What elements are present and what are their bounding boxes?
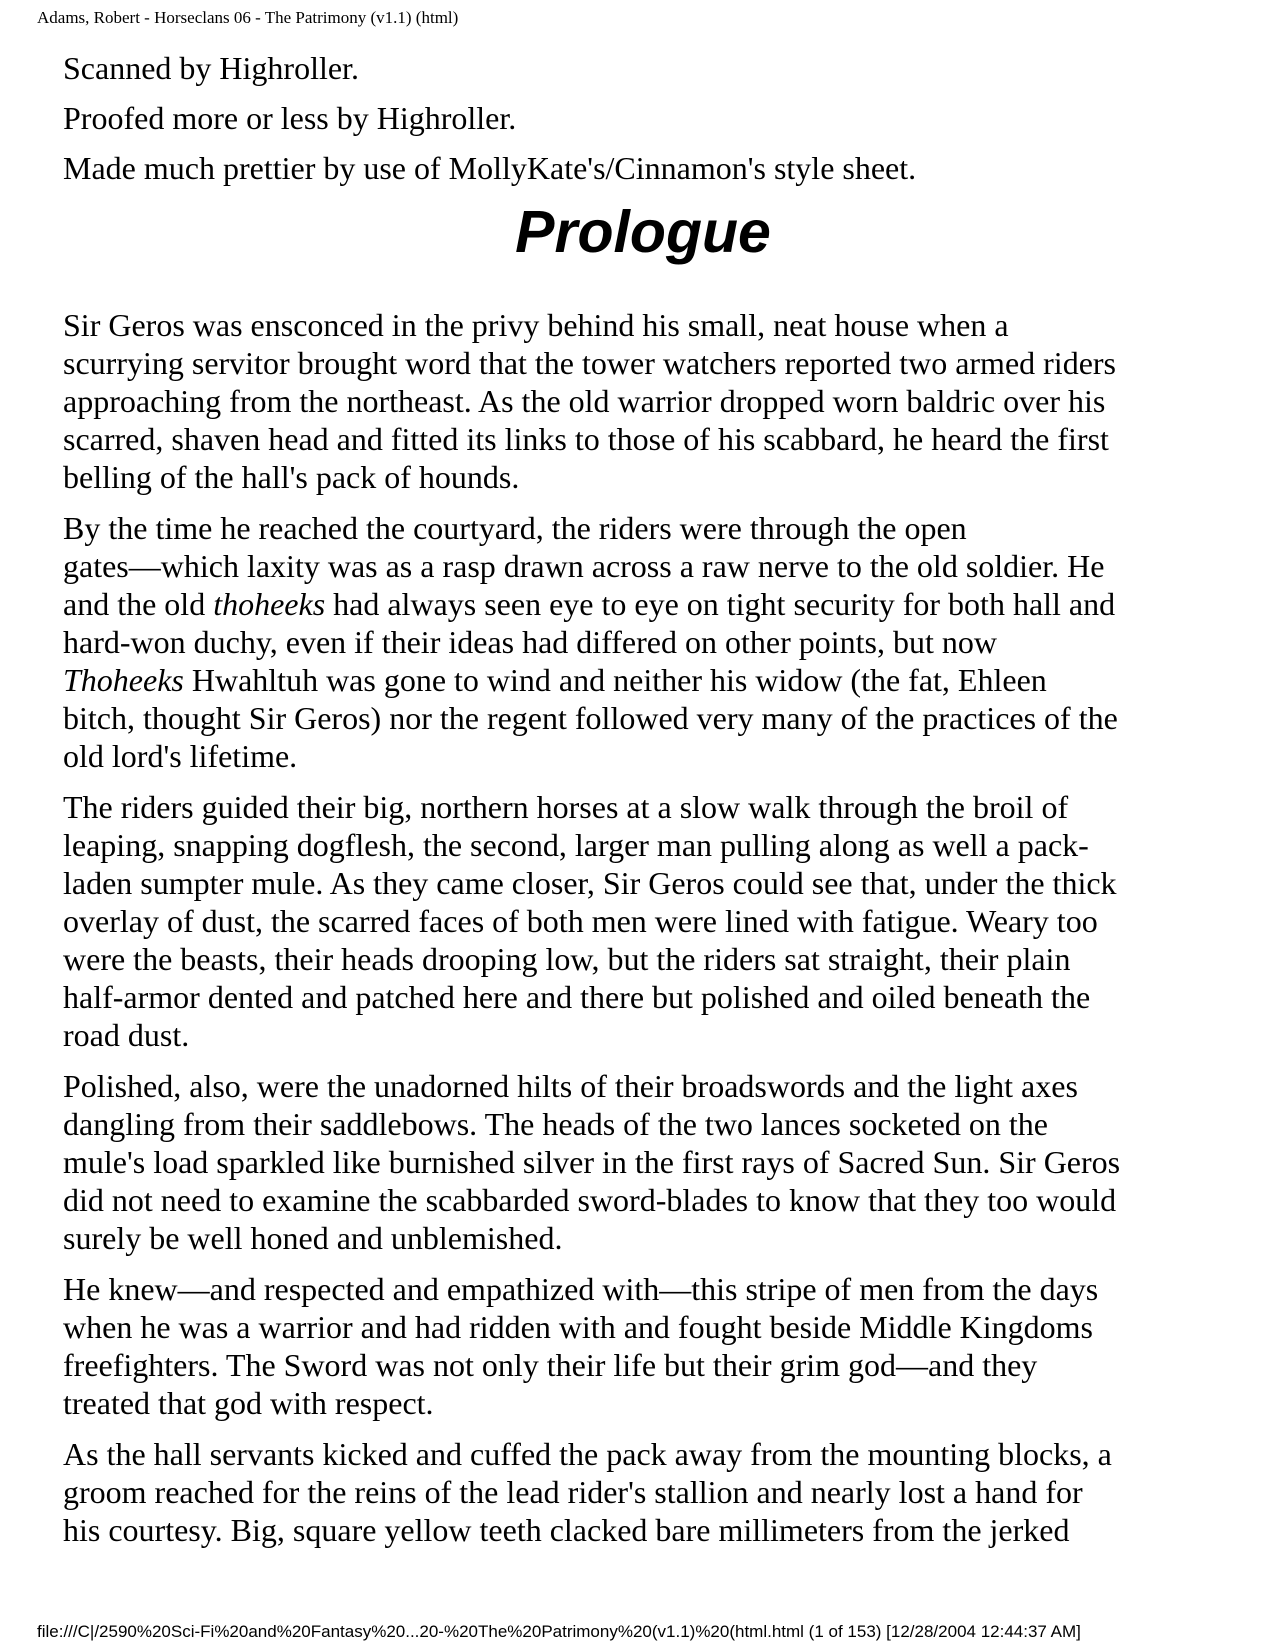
text-run: treated that god with respect. [63,1385,434,1421]
text-run: gates—which laxity was as a rasp drawn across a raw nerve to the old soldier. He [63,548,1105,584]
text-run: By the time he reached the courtyard, the riders were through the open [63,510,967,546]
text-line [63,1308,1223,1346]
text-line [63,344,1223,382]
text-line [63,699,1223,737]
text-line [63,902,1223,940]
text-run: scarred, shaven head and fitted its links to those of his scabbard, he heard the first [63,421,1109,457]
credit-line-scanned: Scanned by Highroller. [63,50,359,86]
text-run: old lord's lifetime. [63,738,298,774]
text-line [63,1473,1223,1511]
text-run: Polished, also, were the unadorned hilts of their broadswords and the light axes [63,1068,1078,1104]
text-run: hard-won duchy, even if their ideas had differed on other points, but now [63,624,997,660]
text-line [63,826,1223,864]
text-run: leaping, snapping dogflesh, the second, larger man pulling along as well a pack- [63,827,1089,863]
text-run: belling of the hall's pack of hounds. [63,459,520,495]
italic-term: thoheeks [213,586,326,622]
text-run: dangling from their saddlebows. The heads of the two lances socketed on the [63,1106,1048,1142]
text-line [63,1143,1223,1181]
text-run: Hwahltuh was gone to wind and neither his widow (the fat, Ehleen [183,662,1047,698]
text-line [63,661,1223,699]
page-header: Adams, Robert - Horseclans 06 - The Patrimony (v1.1) (html) [37,8,459,27]
text-line [63,1181,1223,1219]
text-line [63,788,1223,826]
text-run: were the beasts, their heads drooping low, but the riders sat straight, their plain [63,941,1071,977]
document-body [63,49,1223,1562]
text-line [63,420,1223,458]
text-run: The riders guided their big, northern horses at a slow walk through the broil of [63,789,1069,825]
text-run: surely be well honed and unblemished. [63,1220,563,1256]
page-footer: file:///C|/2590%20Sci-Fi%20and%20Fantasy%20...20-%20The%20Patrimony%20(v1.1)%20(html.html (1 of 153) [12/28/2004 12:44:37 AM] [37,1622,1081,1641]
text-line [63,509,1223,547]
text-run: scurrying servitor brought word that the tower watchers reported two armed riders [63,345,1116,381]
text-line [63,1219,1223,1257]
text-line [63,382,1223,420]
text-run: when he was a warrior and had ridden with and fought beside Middle Kingdoms [63,1309,1093,1345]
chapter-title: Prologue [515,199,771,265]
text-line [63,864,1223,902]
text-line [63,1270,1223,1308]
text-run: Sir Geros was ensconced in the privy behind his small, neat house when a [63,307,1009,343]
text-run: As the hall servants kicked and cuffed the pack away from the mounting blocks, a [63,1436,1112,1472]
credit-line-proofed: Proofed more or less by Highroller. [63,100,517,136]
text-run: bitch, thought Sir Geros) nor the regent followed very many of the practices of the [63,700,1118,736]
text-line [63,1105,1223,1143]
text-line [63,1067,1223,1105]
text-line [63,940,1223,978]
text-run: groom reached for the reins of the lead rider's stallion and nearly lost a hand for [63,1474,1083,1510]
text-run: freefighters. The Sword was not only their life but their grim god—and they [63,1347,1038,1383]
text-line [63,1384,1223,1422]
body-paragraph [63,1435,1223,1549]
text-run: half-armor dented and patched here and there but polished and oiled beneath the [63,979,1091,1015]
text-run: He knew—and respected and empathized with—this stripe of men from the days [63,1271,1099,1307]
body-paragraph [63,1067,1223,1257]
prologue-text [63,306,1223,1549]
text-line [63,585,1223,623]
text-line [63,737,1223,775]
text-run: did not need to examine the scabbarded sword-blades to know that they too would [63,1182,1117,1218]
text-line [63,458,1223,496]
body-paragraph [63,788,1223,1054]
text-line [63,978,1223,1016]
text-run: road dust. [63,1017,190,1053]
text-run: approaching from the northeast. As the old warrior dropped worn baldric over his [63,383,1106,419]
body-paragraph [63,1270,1223,1422]
text-line [63,1016,1223,1054]
credit-line-style: Made much prettier by use of MollyKate's/Cinnamon's style sheet. [63,150,917,186]
body-paragraph [63,306,1223,496]
text-line [63,1511,1223,1549]
text-run: mule's load sparkled like burnished silver in the first rays of Sacred Sun. Sir Geros [63,1144,1121,1180]
text-line [63,547,1223,585]
text-run: overlay of dust, the scarred faces of both men were lined with fatigue. Weary too [63,903,1098,939]
text-run: his courtesy. Big, square yellow teeth clacked bare millimeters from the jerked [63,1512,1070,1548]
text-run: had always seen eye to eye on tight security for both hall and [325,586,1116,622]
text-line [63,306,1223,344]
text-run: and the old [63,586,214,622]
text-line [63,623,1223,661]
body-paragraph [63,509,1223,775]
text-run: laden sumpter mule. As they came closer, Sir Geros could see that, under the thick [63,865,1117,901]
text-line [63,1435,1223,1473]
text-line [63,1346,1223,1384]
italic-term: Thoheeks [63,662,184,698]
